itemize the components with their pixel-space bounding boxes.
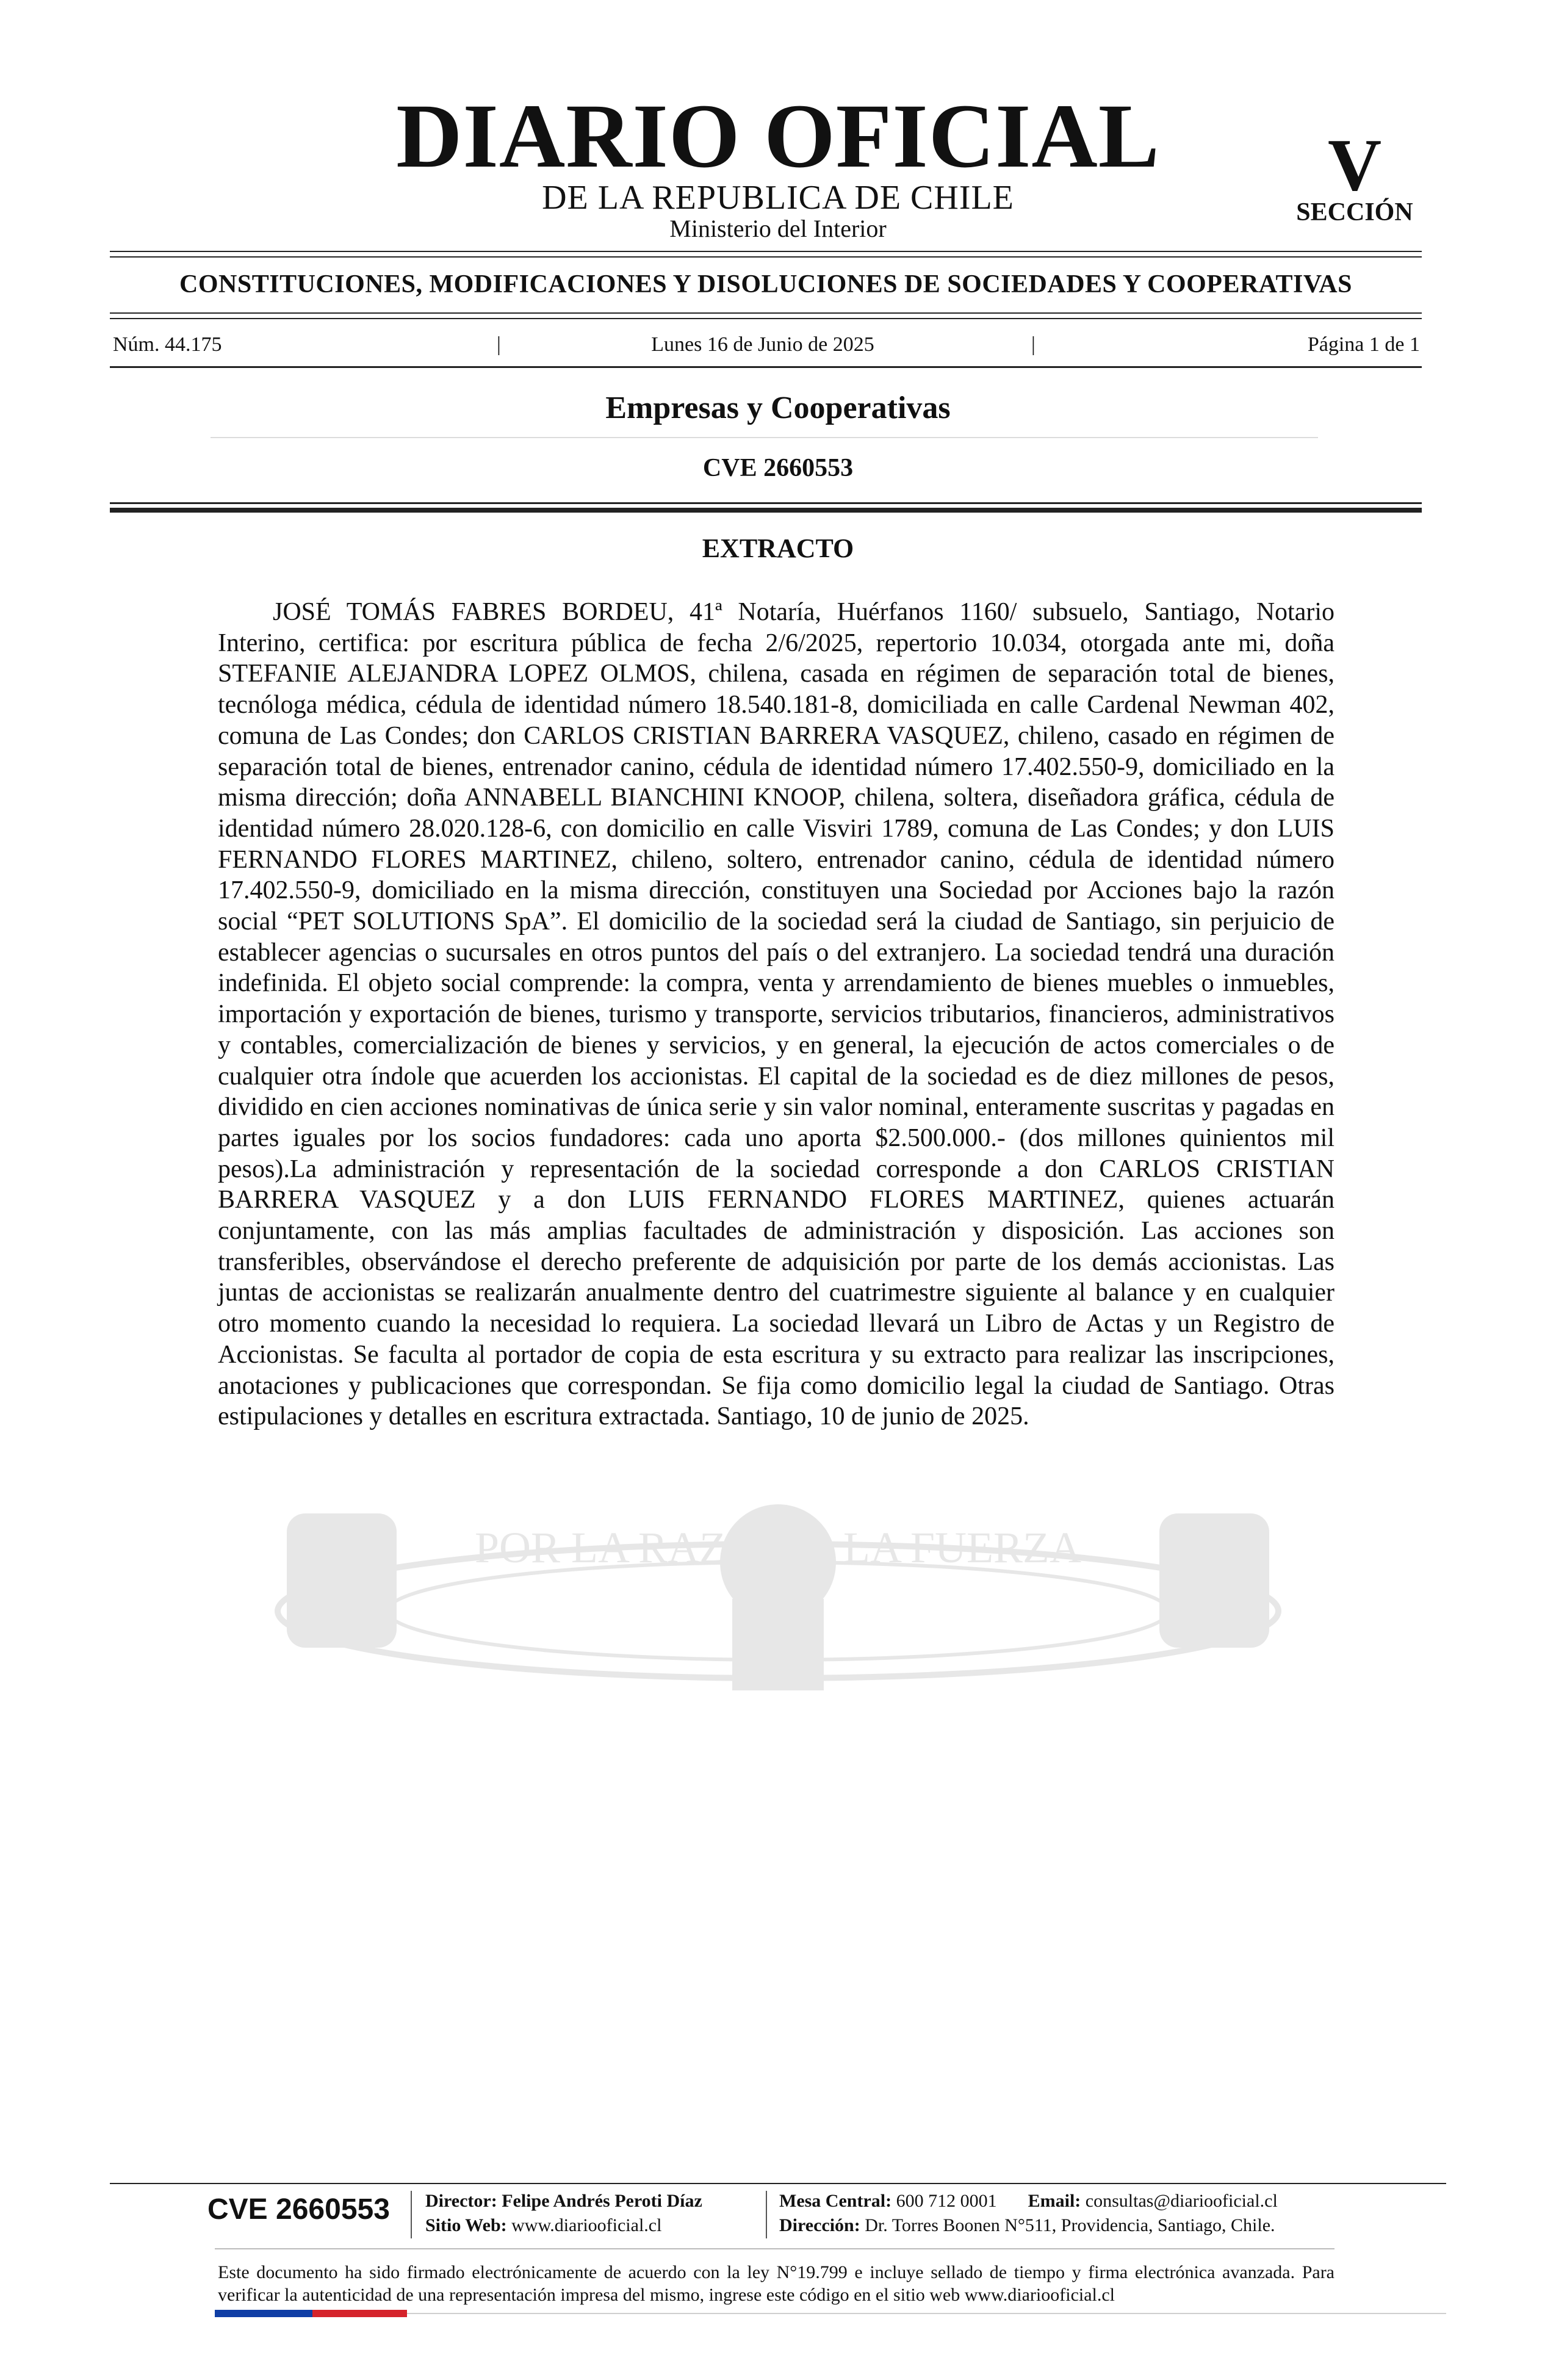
header-divider [110,508,1422,513]
category-divider [110,318,1422,319]
footer-disclaimer: Este documento ha sido firmado electrónicamente de acuerdo con la ley N°19.799 e incluye sellado de tiempo y firma electrónica avanzada. Para verificar la autenticidad de una representación impresa del mismo, ingrese este código en el sitio web www.diariooficial.cl [218,2262,1334,2305]
category-heading: CONSTITUCIONES, MODIFICACIONES Y DISOLUCIONES DE SOCIEDADES Y COOPERATIVAS [179,270,1352,298]
section-title: Empresas y Cooperativas [605,391,951,425]
page-number: Página 1 de 1 [1307,333,1420,356]
director-name: Felipe Andrés Peroti Díaz [502,2191,702,2211]
address-label: Dirección: [779,2215,860,2235]
footer-separator [411,2191,412,2238]
issue-date: Lunes 16 de Junio de 2025 [651,333,874,356]
watermark-motto: POR LA RAZÓN O LA FUERZA [474,1523,1082,1572]
footer-address [779,2216,1275,2235]
issue-number: Núm. 44.175 [113,333,222,356]
masthead-divider [110,251,1422,252]
footer-bottom-rule [407,2313,1446,2314]
coat-of-arms-watermark [207,1489,1349,1697]
footer-inner-divider [215,2248,1334,2249]
issue-separator: | [1031,333,1036,356]
flag-stripe-blue [215,2310,312,2317]
footer-director [425,2192,702,2210]
section-numeral: V [1327,124,1382,206]
issue-divider [110,366,1422,368]
footer-website [425,2216,661,2235]
header-divider [110,502,1422,504]
masthead-title: DIARIO OFICIAL [396,85,1160,187]
section-label: SECCIÓN [1296,198,1413,226]
footer-separator [766,2191,767,2238]
masthead-subtitle: DE LA REPUBLICA DE CHILE [542,179,1014,217]
document-heading: EXTRACTO [702,533,854,563]
email-link[interactable]: consultas@diariooficial.cl [1085,2191,1278,2211]
address-value: Dr. Torres Boonen N°511, Providencia, Santiago, Chile. [865,2215,1275,2235]
footer-cve-code: CVE 2660553 [207,2193,390,2226]
document-body: JOSÉ TOMÁS FABRES BORDEU, 41ª Notaría, Huérfanos 1160/ subsuelo, Santiago, Notario Interino, certifica: por escritura pública de fecha 2/6/2025, repertorio 10.034, otorgada ante mi, doña STEFANIE ALEJANDRA LOPEZ OLMOS, chilena, casada en régimen de separación total de bienes, tecnóloga médica, cédula de identidad número 18.540.181-8, domiciliada en calle Cardenal Newman 402, comuna de Las Condes; don CARLOS CRISTIAN BARRERA VASQUEZ, chileno, casado en régimen de separación total de bienes, entrenador canino, cédula de identidad número 17.402.550-9, domiciliado en la misma dirección; doña ANNABELL BIANCHINI KNOOP, chilena, soltera, diseñadora gráfica, cédula de identidad número 28.020.128-6, con domicilio en calle Visviri 1789, comuna de Las Condes; y don LUIS FERNANDO FLORES MARTINEZ, chileno, soltero, entrenador canino, cédula de identidad número 17.402.550-9, domiciliado en la misma dirección, constituyen una Sociedad por Acciones bajo la razón social “PET SOLUTIONS SpA”. El domicilio de la sociedad será la ciudad de Santiago, sin perjuicio de establecer agencias o sucursales en otros puntos del país o del extranjero. La sociedad tendrá una duración indefinida. El objeto social comprende: la compra, venta y arrendamiento de bienes muebles o inmuebles, importación y exportación de bienes, turismo y transporte, servicios tributarios, financieros, administrativos y contables, comercialización de bienes y servicios, y en general, la ejecución de actos comerciales o de cualquier otra índole que acuerden los accionistas. El capital de la sociedad es de diez millones de pesos, dividido en cien acciones nominativas de única serie y sin valor nominal, enteramente suscritas y pagadas en partes iguales por los socios fundadores: cada uno aporta $2.500.000.- (dos millones quinientos mil pesos).La administración y representación de la sociedad corresponde a don CARLOS CRISTIAN BARRERA VASQUEZ y a don LUIS FERNANDO FLORES MARTINEZ, quienes actuarán conjuntamente, con las más amplias facultades de administración y disposición. Las acciones son transferibles, observándose el derecho preferente de adquisición por parte de los demás accionistas. Las juntas de accionistas se realizarán anualmente dentro del cuatrimestre siguiente al balance y en cualquier otro momento cuando la necesidad lo requiera. La sociedad llevará un Libro de Actas y un Registro de Accionistas. Se faculta al portador de copia de esta escritura y su extracto para realizar las inscripciones, anotaciones y publicaciones que correspondan. Se fija como domicilio legal la ciudad de Santiago. Otras estipulaciones y detalles en escritura extractada. Santiago, 10 de junio de 2025. [218,598,1334,1431]
footer-contact [779,2192,1278,2210]
phone-label: Mesa Central: [779,2191,892,2211]
website-label: Sitio Web: [425,2215,507,2235]
section-title-underline [211,437,1318,438]
issue-separator: | [497,333,501,356]
director-label: Director: [425,2191,497,2211]
cve-code: CVE 2660553 [702,454,854,482]
flag-stripe-red [312,2310,407,2317]
masthead-divider [110,256,1422,258]
website-link[interactable]: www.diariooficial.cl [511,2215,662,2235]
footer-divider [110,2183,1446,2184]
email-label: Email: [1028,2191,1081,2211]
category-divider [110,312,1422,314]
phone-number: 600 712 0001 [896,2191,997,2211]
masthead-ministry: Ministerio del Interior [669,215,887,242]
